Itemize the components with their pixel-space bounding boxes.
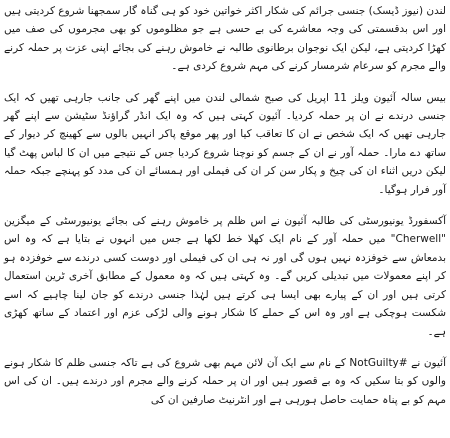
article-paragraph-intro: لندن (نیوز ڈیسک) جنسی جرائم کی شکار اکثر خواتین خود کو ہی گناہ گار سمجھنا شروع کردیتی ہیں اور اس بدقسمتی کی وجہ معاشرے کی بے حسی ہے جو مظلوموں کو بھی مجرموں کی صف میں کھڑا کردیتی ہے، لیکن ایک نوجوان برطانوی طالبہ نے خاموش رہنے کی بجائے اپنی عزت پر حملہ کرنے والے مجرم کو سرعام شرمسار کرنے کی مہم شروع کردی ہے۔ — [4, 5, 446, 73]
article-paragraph-open-letter: آکسفورڈ یونیورسٹی کی طالبہ آئیون نے اس ظلم پر خاموش رہنے کی بجائے یونیورسٹی کے میگزین "Cherwell" میں حملہ آور کے نام ایک کھلا خط لکھا ہے جس میں انہوں نے بتایا ہے کہ وہ اس بدمعاش سے خوفزدہ نہیں ہوں گی اور نہ ہی ان کی فیملی اور دوست کسی درندے سے خوفزدہ ہو کر اپنے معمولات میں تبدیلی کریں گے۔ وہ کہتی ہیں کہ وہ معمول کے مطابق آخری ٹرین استعمال کرتی ہیں اور ان کے پیارے بھی ایسا ہی کرتے ہیں لہٰذا جنسی درندے کو جان لینا چاہیے کہ اسے شکست ہوچکی ہے اور وہ اس کے حملے کا شکار ہونے والی لڑکی عزم اور اعتماد کے ساتھ کھڑی ہے۔ — [4, 215, 446, 338]
article-paragraph-campaign: آئیون نے #NotGuilty کے نام سے ایک آن لائن مہم بھی شروع کی ہے تاکہ جنسی ظلم کا شکار ہونے والوں کو بتا سکیں کہ وہ بے قصور ہیں اور ان پر حملہ کرنے والے مجرم اور درندے ہیں۔ ان کی اس مہم کو بے پناہ حمایت حاصل ہورہی ہے اور انٹرنیٹ صارفین ان کی — [4, 356, 446, 406]
article-paragraph-incident: بیس سالہ آئیون ویلز 11 اپریل کی صبح شمالی لندن میں اپنے گھر کی جانب جارہی تھیں کہ ایک جنسی درندے نے ان پر حملہ کردیا۔ آئیون کہتی ہیں کہ وہ ایک انڈر گراؤنڈ سٹیشن سے اپنے گھر جارہی تھیں کہ ایک شخص نے ان کا تعاقب کیا اور پھر موقع پاکر انہیں بالوں سے کھینچ کر دیوار کے ساتھ دے مارا۔ حملہ آور نے ان کے جسم کو نوچنا شروع کردیا جس کے نتیجے میں ان کا لباس پھٹ گیا لیکن دریں اثناء ان کی چیخ و پکار سن کر ان کی فیملی اور ہمسائے ان کی مدد کو پہنچے جبکہ حملہ آور فرار ہوگیا۔ — [4, 91, 446, 196]
news-article — [4, 2, 446, 409]
